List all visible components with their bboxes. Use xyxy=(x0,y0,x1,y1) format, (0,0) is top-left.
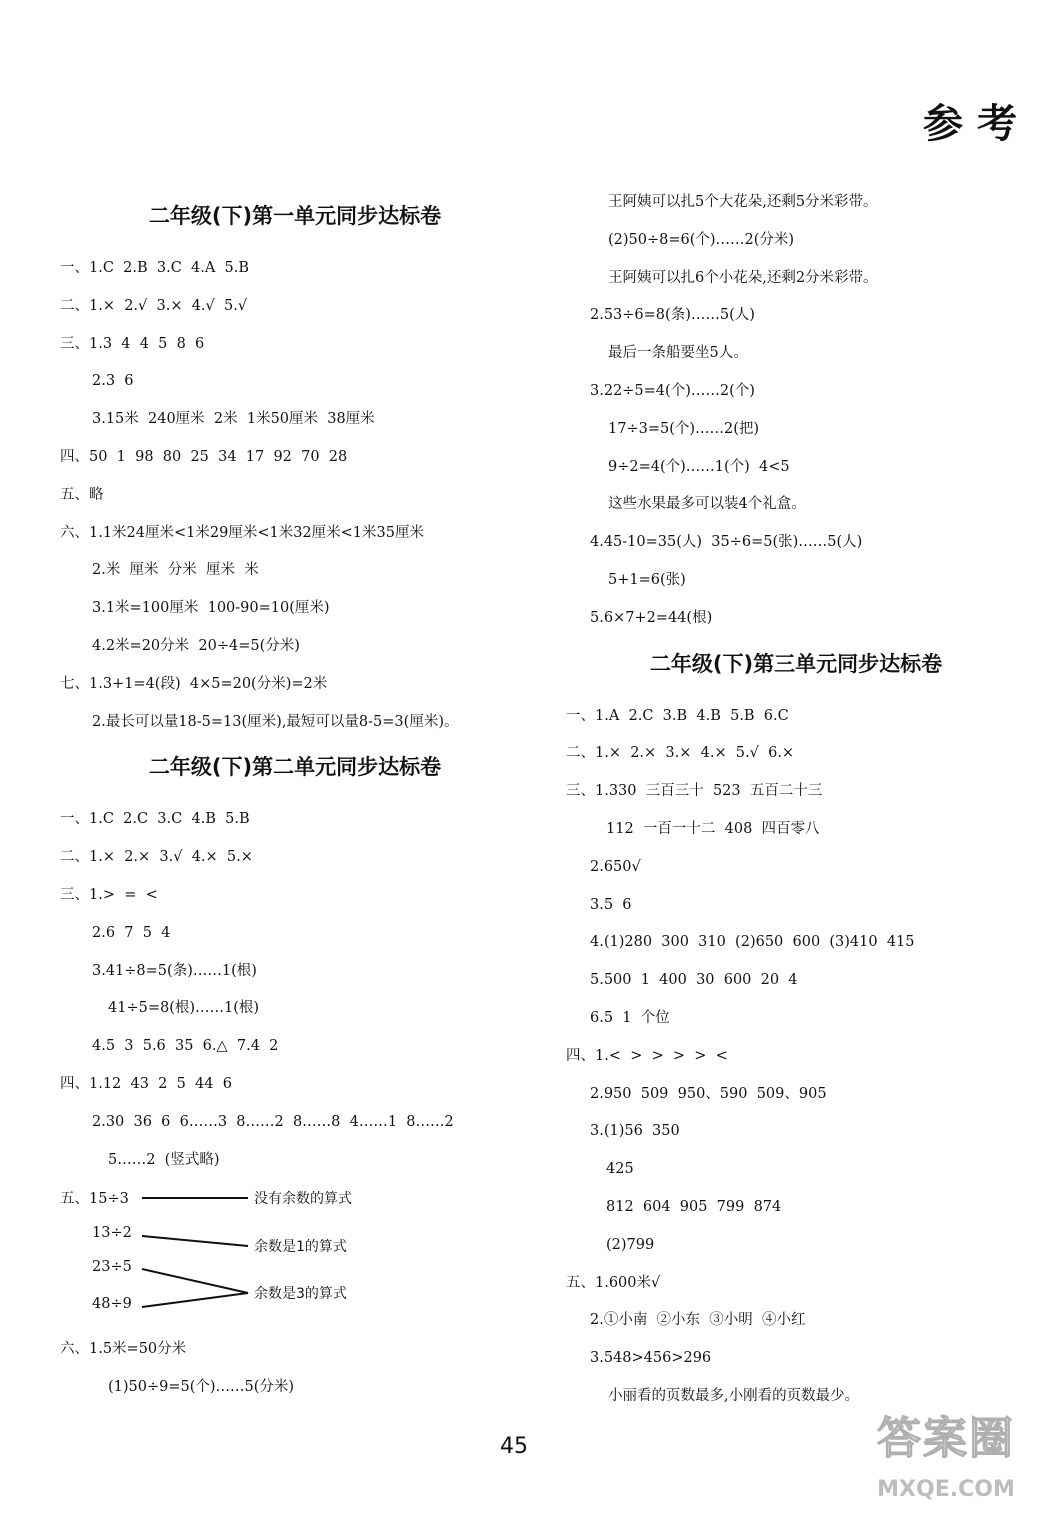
match-left-item: 48÷9 xyxy=(92,1296,132,1313)
answer-line: 四、50 1 98 80 25 34 17 92 70 28 xyxy=(60,448,348,465)
answer-line: (2)799 xyxy=(606,1236,655,1253)
answer-line: 9÷2=4(个)……1(个) 4<5 xyxy=(608,458,790,475)
answer-line: 4.2米=20分米 20÷4=5(分米) xyxy=(92,637,300,654)
answer-line: 六、1.1米24厘米<1米29厘米<1米32厘米<1米35厘米 xyxy=(60,524,424,541)
answer-line: 二、1.× 2.× 3.× 4.× 5.√ 6.× xyxy=(566,745,795,762)
answer-line: 七、1.3+1=4(段) 4×5=20(分米)=2米 xyxy=(60,675,328,692)
answer-line: 41÷5=8(根)……1(根) xyxy=(108,1000,260,1017)
answer-line: 2.①小南 ②小东 ③小明 ④小红 xyxy=(590,1312,806,1329)
answer-line: 这些水果最多可以装4个礼盒。 xyxy=(608,496,806,513)
answer-line: 112 一百一十二 408 四百零八 xyxy=(606,820,820,837)
answer-line: 王阿姨可以扎6个小花朵,还剩2分米彩带。 xyxy=(608,269,878,286)
answer-line: 二、1.× 2.√ 3.× 4.√ 5.√ xyxy=(60,297,248,314)
answer-line: 17÷3=5(个)……2(把) xyxy=(608,420,760,437)
match-left-item: 13÷2 xyxy=(92,1225,132,1242)
answer-line: 4.45-10=35(人) 35÷6=5(张)……5(人) xyxy=(590,534,863,551)
match-right-item: 没有余数的算式 xyxy=(254,1191,352,1208)
answer-line: 五、1.600米√ xyxy=(566,1274,661,1291)
match-right-item: 余数是1的算式 xyxy=(254,1239,347,1256)
answer-line: 2.6 7 5 4 xyxy=(92,924,171,941)
answer-line: 三、1.3 4 4 5 8 6 xyxy=(60,335,205,352)
answer-line: 二、1.× 2.× 3.√ 4.× 5.× xyxy=(60,849,253,866)
answer-line: 3.22÷5=4(个)……2(个) xyxy=(590,382,755,399)
unit1-answers xyxy=(60,250,530,741)
unit3-answers xyxy=(566,698,1026,1416)
matching-diagram xyxy=(60,1179,530,1331)
answer-line: 3.548>456>296 xyxy=(590,1350,712,1367)
answer-line: 王阿姨可以扎5个大花朵,还剩5分米彩带。 xyxy=(608,194,878,210)
match-left-item: 五、15÷3 xyxy=(60,1191,129,1208)
answer-line: 5+1=6(张) xyxy=(608,571,686,588)
answer-line: 3.15米 240厘米 2米 1米50厘米 38厘米 xyxy=(92,411,375,428)
right-column xyxy=(566,184,1026,1416)
answer-line: 425 xyxy=(606,1161,634,1178)
answer-line: 2.30 36 6 6……3 8……2 8……8 4……1 8……2 xyxy=(92,1113,454,1130)
answer-line: 3.5 6 xyxy=(590,896,632,913)
match-left-item: 23÷5 xyxy=(92,1259,132,1276)
answer-line: 2.米 厘米 分米 厘米 米 xyxy=(92,562,259,579)
page-number: 45 xyxy=(500,1434,528,1459)
unit2-title: 二年级(下)第二单元同步达标卷 xyxy=(148,755,442,780)
left-column xyxy=(60,196,530,1407)
watermark-logo: 答案圈 xyxy=(877,1413,1015,1464)
answer-line: 三、1.330 三百三十 523 五百二十三 xyxy=(566,783,823,800)
watermark xyxy=(861,1406,1031,1518)
answer-line: 3.41÷8=5(条)……1(根) xyxy=(92,962,257,979)
answer-line: 五、略 xyxy=(60,486,104,503)
answer-line: (1)50÷9=5(个)……5(分米) xyxy=(108,1379,295,1396)
answer-line: 2.650√ xyxy=(590,858,641,875)
answer-line: 5……2 (竖式略) xyxy=(108,1151,220,1168)
watermark-site: MXQE.COM xyxy=(877,1477,1015,1502)
answer-line: 三、1.> = < xyxy=(60,886,158,903)
answer-line: 812 604 905 799 874 xyxy=(606,1198,782,1215)
match-line xyxy=(142,1293,248,1307)
match-line xyxy=(142,1269,248,1293)
answer-line: 四、1.12 43 2 5 44 6 xyxy=(60,1075,232,1092)
answer-line: 最后一条船要坐5人。 xyxy=(608,345,748,362)
answer-line: 一、1.A 2.C 3.B 4.B 5.B 6.C xyxy=(566,707,789,724)
answer-line: 3.1米=100厘米 100-90=10(厘米) xyxy=(92,600,330,617)
answer-line: 一、1.C 2.C 3.C 4.B 5.B xyxy=(60,811,250,828)
answer-line: 2.最长可以量18-5=13(厘米),最短可以量8-5=3(厘米)。 xyxy=(92,713,459,730)
answer-line: 6.5 1 个位 xyxy=(590,1009,670,1026)
page-header-title: 参考 xyxy=(923,101,1031,147)
answer-line: 4.(1)280 300 310 (2)650 600 (3)410 415 xyxy=(590,934,915,951)
unit2-answers xyxy=(60,801,530,1407)
answer-line: 5.6×7+2=44(根) xyxy=(590,609,713,626)
match-right-item: 余数是3的算式 xyxy=(254,1286,347,1303)
unit3-title: 二年级(下)第三单元同步达标卷 xyxy=(649,651,943,676)
answer-line: (2)50÷8=6(个)……2(分米) xyxy=(608,231,795,248)
answer-line: 3.(1)56 350 xyxy=(590,1123,680,1140)
answer-line: 5.500 1 400 30 600 20 4 xyxy=(590,972,798,989)
answer-line: 四、1.< > > > > < xyxy=(566,1047,728,1064)
unit1-title: 二年级(下)第一单元同步达标卷 xyxy=(148,204,442,228)
match-line xyxy=(142,1236,248,1246)
answer-line: 2.53÷6=8(条)……5(人) xyxy=(590,307,755,324)
answer-line: 六、1.5米=50分米 xyxy=(60,1341,187,1358)
answer-line: 2.3 6 xyxy=(92,373,134,390)
unit2-continued-answers xyxy=(566,184,1026,638)
answer-line: 一、1.C 2.B 3.C 4.A 5.B xyxy=(60,260,250,276)
answer-line: 2.950 509 950、590 509、905 xyxy=(590,1085,827,1102)
answer-line: 小丽看的页数最多,小刚看的页数最少。 xyxy=(608,1387,860,1404)
answer-line: 4.5 3 5.6 35 6.△ 7.4 2 xyxy=(92,1038,279,1055)
